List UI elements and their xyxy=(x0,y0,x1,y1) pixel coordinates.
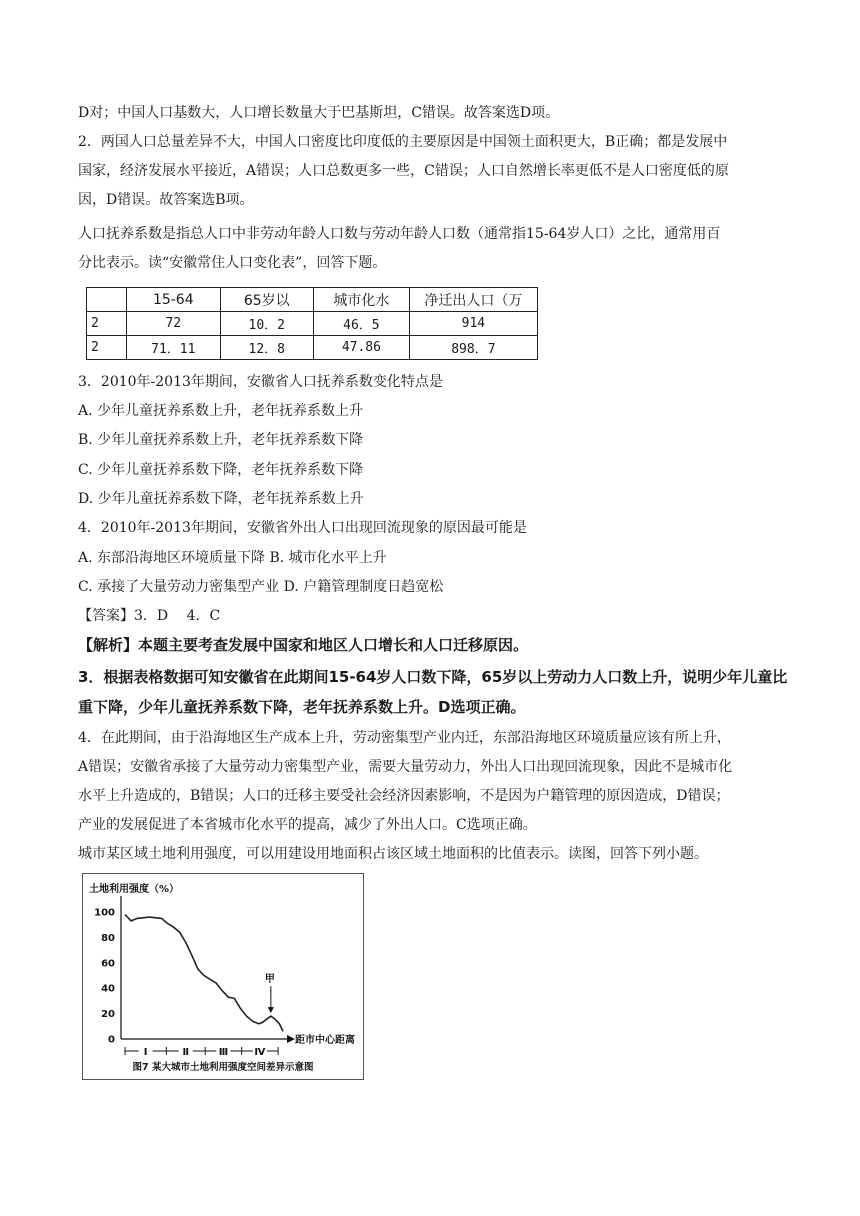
land-use-chart xyxy=(83,874,363,1079)
text-line-4: 因，D错误。故答案选B项。 xyxy=(78,192,254,208)
table-cell: 914 xyxy=(409,312,537,336)
option-3c: C. 少年儿童抚养系数下降，老年抚养系数下降 xyxy=(78,462,364,478)
table-cell: 10．2 xyxy=(220,312,313,336)
analysis-4-line-1: 4．在此期间，由于沿海地区生产成本上升，劳动密集型产业内迁，东部沿海地区环境质量应该有所上升， xyxy=(78,730,731,746)
table-row xyxy=(87,312,538,336)
text-line-5: 人口抚养系数是指总人口中非劳动年龄人口数与劳动年龄人口数（通常指15-64岁人口）之比，通常用百 xyxy=(78,226,721,242)
land-use-curve xyxy=(125,915,283,1032)
text-line-3: 国家，经济发展水平接近，A错误；人口总数更多一些，C错误；人口自然增长率更低不是人口密度低的原 xyxy=(78,163,729,179)
y-tick-label: 0 xyxy=(108,1034,115,1046)
table-cell: 47.86 xyxy=(313,336,409,360)
option-4cd: C. 承接了大量劳动力密集型产业 D. 户籍管理制度日趋宽松 xyxy=(78,579,444,595)
question-3: 3．2010年-2013年期间，安徽省人口抚养系数变化特点是 xyxy=(78,374,443,390)
table-header-cell: 65岁以 xyxy=(220,288,313,312)
text-line-6: 分比表示。读“安徽常住人口变化表”，回答下题。 xyxy=(78,255,387,271)
table-cell: 898．7 xyxy=(409,336,537,360)
table-cell: 12．8 xyxy=(220,336,313,360)
y-tick-label: 40 xyxy=(101,983,115,995)
table-header-cell: 净迁出人口（万 xyxy=(409,288,537,312)
zone-label: Ⅰ xyxy=(143,1047,148,1058)
text-line-1: D对；中国人口基数大，人口增长数量大于巴基斯坦，C错误。故答案选D项。 xyxy=(78,105,560,121)
analysis-4-line-2: A错误；安徽省承接了大量劳动力密集型产业，需要大量劳动力，外出人口出现回流现象，因此不是城市化 xyxy=(78,759,733,775)
question-4: 4．2010年-2013年期间，安徽省外出人口出现回流现象的原因最可能是 xyxy=(78,520,527,536)
zone-label: Ⅳ xyxy=(254,1047,266,1058)
marker-arrowhead xyxy=(268,1007,274,1013)
figure-caption: 图7 某大城市土地利用强度空间差异示意图 xyxy=(132,1062,314,1073)
option-4ab: A. 东部沿海地区环境质量下降 B. 城市化水平上升 xyxy=(78,550,387,566)
x-axis-arrow xyxy=(287,1035,295,1043)
table-cell: 46．5 xyxy=(313,312,409,336)
y-tick-label: 100 xyxy=(94,907,115,919)
table-header-cell: 城市化水 xyxy=(313,288,409,312)
text-line-2: 2．两国人口总量差异不大，中国人口密度比印度低的主要原因是中国领土面积更大，B正确；都是发展中 xyxy=(78,134,728,150)
table-cell: 2 xyxy=(87,312,127,336)
table-row xyxy=(87,336,538,360)
answer-line: 【答案】3．D 4．C xyxy=(78,608,221,624)
table-cell: 2 xyxy=(87,336,127,360)
y-axis-label: 土地利用强度（%） xyxy=(89,884,180,895)
table-header-row xyxy=(87,288,538,312)
x-axis-label: 距市中心距离 xyxy=(295,1035,355,1046)
analysis-3-line-2: 重下降，少年儿童抚养系数下降，老年抚养系数上升。D选项正确。 xyxy=(78,698,526,716)
zone-label: Ⅲ xyxy=(218,1047,229,1058)
table-cell: 72 xyxy=(127,312,220,336)
analysis-heading: 【解析】本题主要考查发展中国家和地区人口增长和人口迁移原因。 xyxy=(78,636,529,654)
population-table xyxy=(86,287,538,360)
option-3b: B. 少年儿童抚养系数上升，老年抚养系数下降 xyxy=(78,432,364,448)
land-use-figure xyxy=(82,873,364,1080)
intro-land-use: 城市某区域土地利用强度，可以用建设用地面积占该区域土地面积的比值表示。读图，回答下列小题。 xyxy=(78,846,708,862)
analysis-3-line-1: 3．根据表格数据可知安徽省在此期间15-64岁人口数下降，65岁以上劳动力人口数上升，说明少年儿童比 xyxy=(78,668,788,686)
option-3d: D. 少年儿童抚养系数下降，老年抚养系数上升 xyxy=(78,491,364,507)
table-header-cell xyxy=(87,288,127,312)
analysis-4-line-4: 产业的发展促进了本省城市化水平的提高，减少了外出人口。C选项正确。 xyxy=(78,817,537,833)
marker-label: 甲 xyxy=(264,974,275,986)
y-tick-label: 60 xyxy=(101,958,115,970)
y-tick-label: 80 xyxy=(101,932,115,944)
analysis-4-line-3: 水平上升造成的，B错误；人口的迁移主要受社会经济因素影响，不是因为户籍管理的原因造成，D错误； xyxy=(78,788,730,804)
table-cell: 71．11 xyxy=(127,336,220,360)
table-header-cell: 15-64 xyxy=(127,288,220,312)
zone-label: Ⅱ xyxy=(182,1047,190,1058)
y-tick-label: 20 xyxy=(101,1009,115,1021)
option-3a: A. 少年儿童抚养系数上升，老年抚养系数上升 xyxy=(78,403,364,419)
